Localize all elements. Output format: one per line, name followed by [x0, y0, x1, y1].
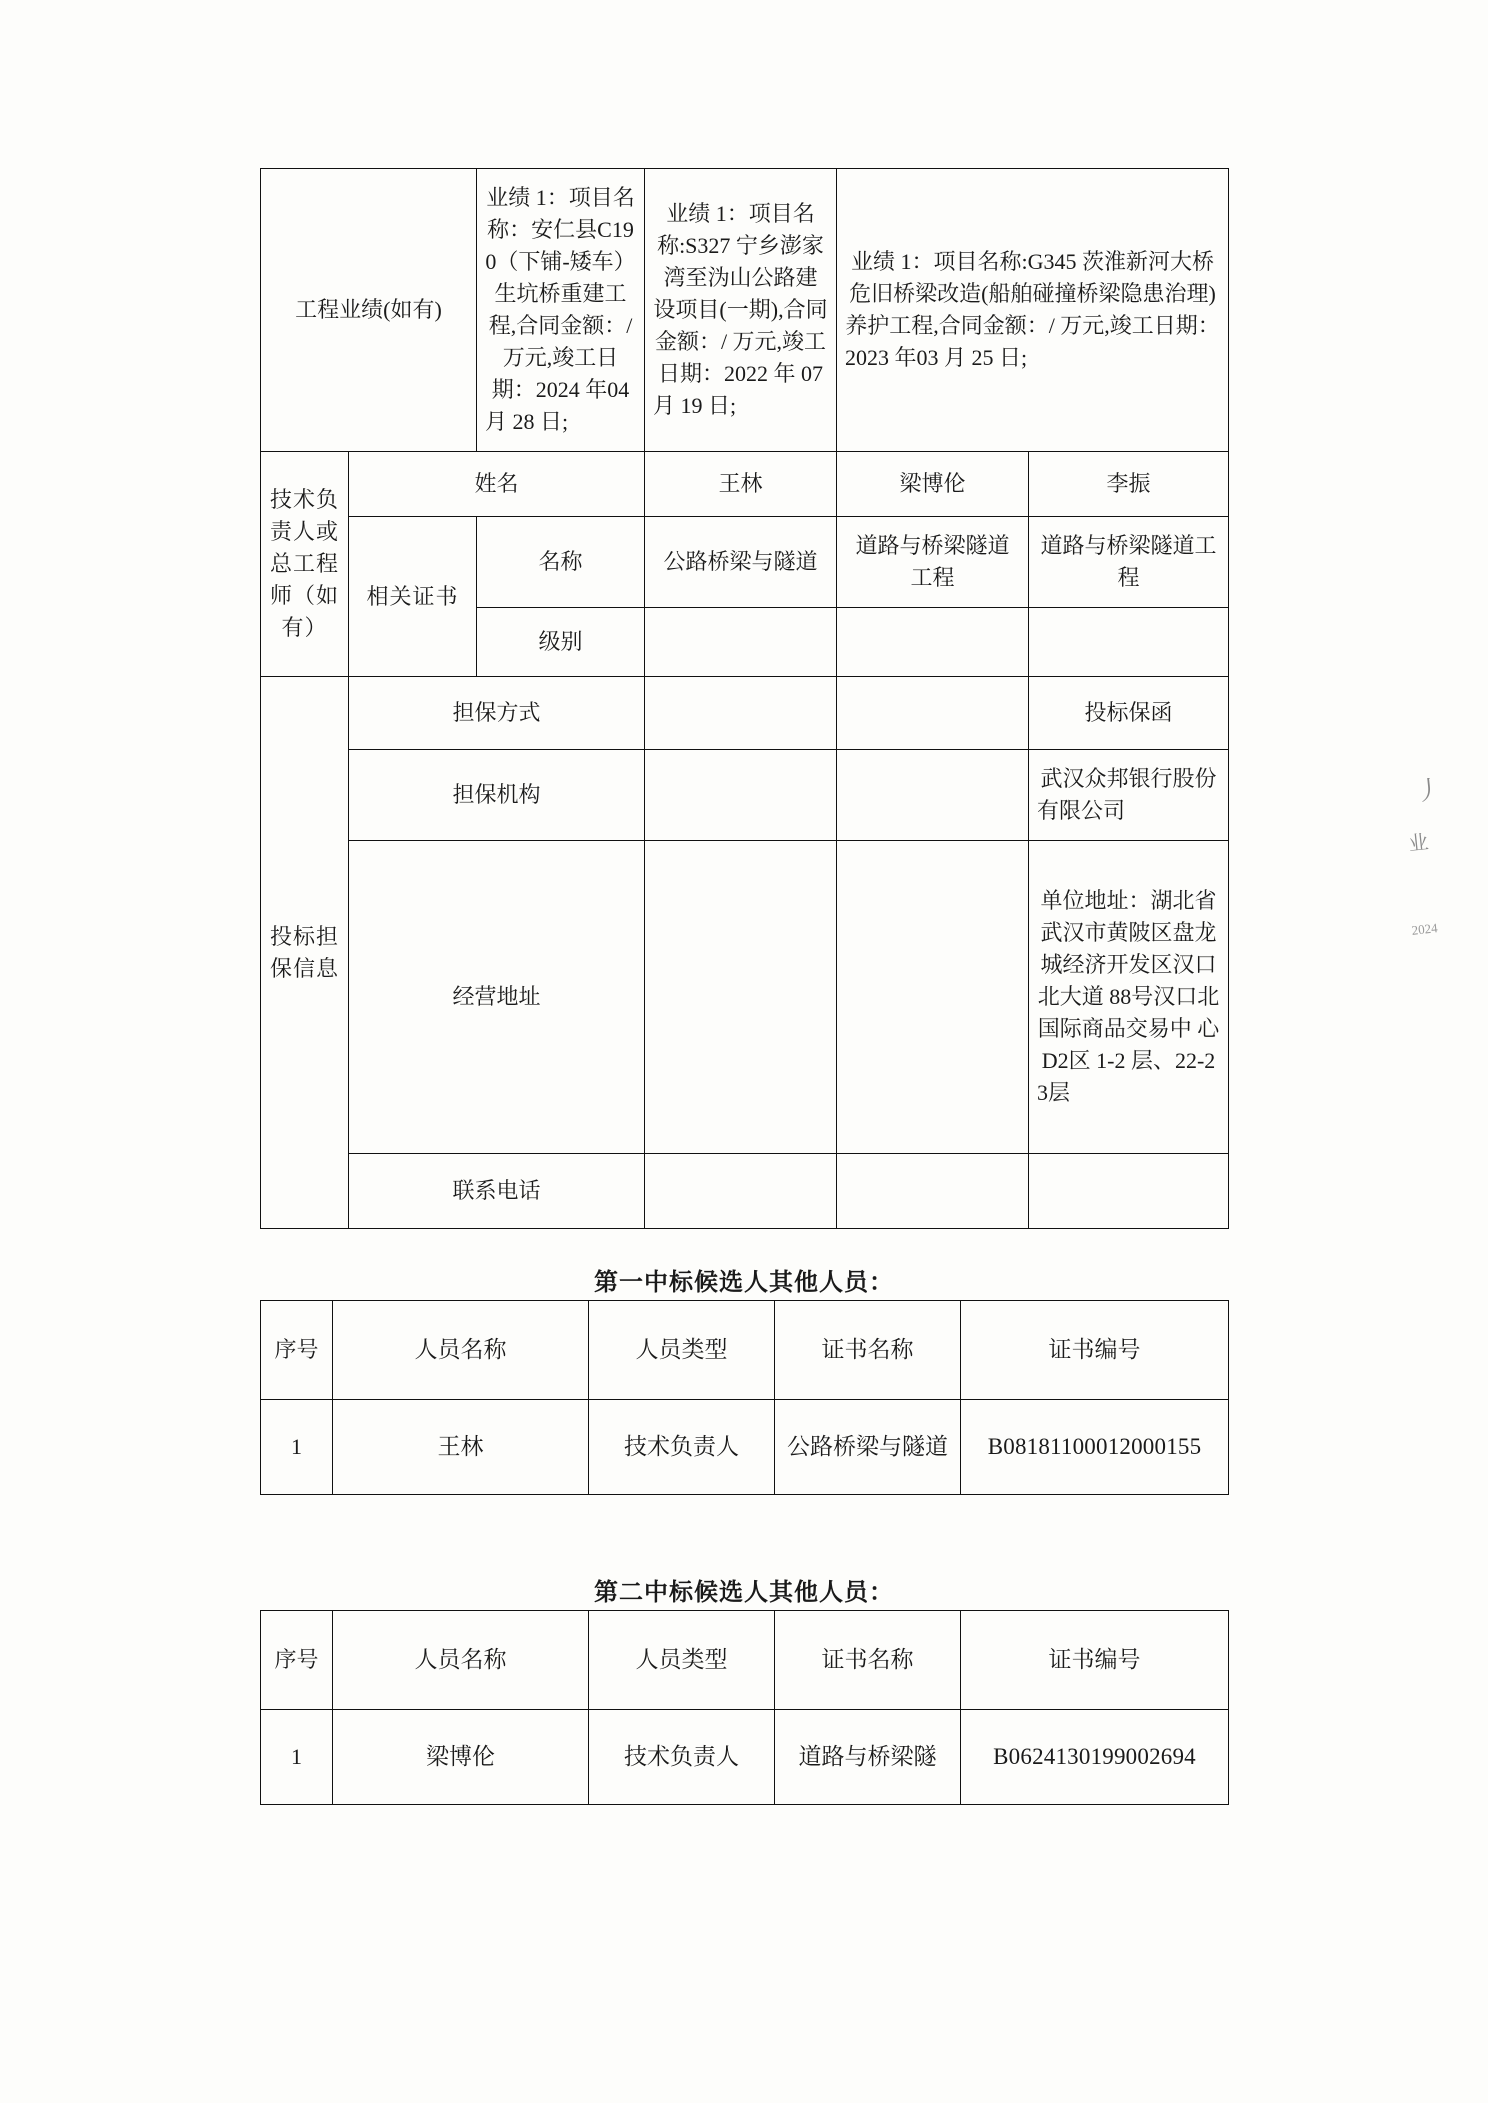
header-person-type: 人员类型 [589, 1611, 775, 1710]
row-cert-name: 道路与桥梁隧 [775, 1710, 961, 1805]
row-person-name: 梁博伦 [333, 1710, 589, 1805]
guarantee-phone-value-1 [645, 1154, 837, 1229]
table-row [261, 677, 1229, 750]
header-cert-name: 证书名称 [775, 1301, 961, 1400]
row-cert-name: 公路桥梁与隧道 [775, 1400, 961, 1495]
name-label: 姓名 [474, 471, 519, 497]
tech-leader-label: 技术负责人或总工程师（如有） [269, 487, 339, 640]
table-row [261, 1400, 1229, 1495]
guarantee-address-value-3: 单位地址：湖北省武汉市黄陂区盘龙城经济开发区汉口北大道 88号汉口北国际商品交易中 心 D2区 1-2 层、22-23层 [1029, 841, 1229, 1154]
cert-label: 相关证书 [366, 583, 459, 609]
table-row [261, 1710, 1229, 1805]
first-candidate-caption: 第一中标候选人其他人员： [594, 1269, 894, 1296]
header-person-name: 人员名称 [333, 1611, 589, 1710]
table-header-row [261, 1301, 1229, 1400]
header-seq: 序号 [261, 1611, 333, 1710]
header-seq: 序号 [261, 1301, 333, 1400]
header-cert-name: 证书名称 [775, 1611, 961, 1710]
cert-level-3 [1029, 608, 1229, 677]
tech-leader-label-cell [261, 452, 349, 677]
second-candidate-personnel-table [260, 1610, 1229, 1805]
row-cert-no: B08181100012000155 [961, 1400, 1229, 1495]
table-row [261, 841, 1229, 1154]
row-person-name: 王林 [333, 1400, 589, 1495]
guarantee-phone-label: 联系电话 [452, 1178, 541, 1204]
row-seq: 1 [261, 1400, 333, 1495]
header-cert-no: 证书编号 [961, 1611, 1229, 1710]
cert-name-3: 道路与桥梁隧道工程 [1029, 517, 1229, 608]
cert-name-2: 道路与桥梁隧道工程 [837, 517, 1029, 608]
guarantee-phone-value-3 [1029, 1154, 1229, 1229]
performance-cell-2 [645, 169, 837, 452]
guarantee-method-value-2 [837, 677, 1029, 750]
guarantee-method-label: 担保方式 [452, 700, 541, 726]
performance-text-3: 业绩 1：项目名称:G345 茨淮新河大桥危旧桥梁改造(船舶碰撞桥梁隐患治理)养护工程,合同金额：/ 万元,竣工日期：2023 年03 月 25 日; [845, 249, 1220, 370]
guarantee-label: 投标担保信息 [269, 923, 339, 981]
guarantee-method-label-cell [349, 677, 645, 750]
row-person-type: 技术负责人 [589, 1710, 775, 1805]
guarantee-institution-value-1 [645, 750, 837, 841]
header-cert-no: 证书编号 [961, 1301, 1229, 1400]
performance-text-2: 业绩 1：项目名称:S327 宁乡澎家湾至沩山公路建设项目(一期),合同金额：/ 万元,竣工日期：2022 年 07月 19 日; [653, 201, 828, 418]
header-person-type: 人员类型 [589, 1301, 775, 1400]
bid-summary-table [260, 168, 1229, 1229]
margin-mark-2: 业 [1407, 831, 1430, 856]
table-header-row [261, 1611, 1229, 1710]
table-row [261, 169, 1229, 452]
cert-level-label: 级别 [538, 629, 583, 655]
table-row [261, 750, 1229, 841]
second-candidate-caption: 第二中标候选人其他人员： [594, 1579, 894, 1606]
margin-mark-1: 丿 [1413, 775, 1443, 807]
tech-leader-name-3: 李振 [1029, 452, 1229, 517]
row-seq: 1 [261, 1710, 333, 1805]
guarantee-institution-value-3: 武汉众邦银行股份有限公司 [1029, 750, 1229, 841]
margin-mark-3: 2024 [1410, 920, 1439, 938]
guarantee-phone-label-cell [349, 1154, 645, 1229]
performance-cell-3 [837, 169, 1229, 452]
table-row [261, 452, 1229, 517]
guarantee-method-value-3: 投标保函 [1029, 677, 1229, 750]
performance-label-cell [261, 169, 477, 452]
tech-leader-name-1: 王林 [645, 452, 837, 517]
guarantee-address-label: 经营地址 [452, 984, 541, 1010]
tech-leader-name-2: 梁博伦 [837, 452, 1029, 517]
cert-label-cell [349, 517, 477, 677]
cert-name-label-cell [477, 517, 645, 608]
first-candidate-personnel-table [260, 1300, 1229, 1495]
cert-level-label-cell [477, 608, 645, 677]
cert-level-2 [837, 608, 1029, 677]
guarantee-institution-value-2 [837, 750, 1029, 841]
cert-name-label: 名称 [538, 549, 583, 575]
row-person-type: 技术负责人 [589, 1400, 775, 1495]
guarantee-method-value-1 [645, 677, 837, 750]
guarantee-label-cell [261, 677, 349, 1229]
guarantee-phone-value-2 [837, 1154, 1029, 1229]
table-row [261, 517, 1229, 608]
cert-name-1: 公路桥梁与隧道 [645, 517, 837, 608]
cert-level-1 [645, 608, 837, 677]
guarantee-address-label-cell [349, 841, 645, 1154]
guarantee-institution-label: 担保机构 [452, 782, 541, 808]
guarantee-address-value-1 [645, 841, 837, 1154]
performance-cell-1 [477, 169, 645, 452]
row-cert-no: B0624130199002694 [961, 1710, 1229, 1805]
guarantee-address-value-2 [837, 841, 1029, 1154]
guarantee-institution-label-cell [349, 750, 645, 841]
performance-text-1: 业绩 1：项目名称：安仁县C190（下铺-矮车）生坑桥重建工程,合同金额：/ 万元,竣工日期：2024 年04 月 28 日; [485, 185, 638, 434]
margin-handwriting [1395, 767, 1477, 982]
name-label-cell [349, 452, 645, 517]
table-row [261, 1154, 1229, 1229]
header-person-name: 人员名称 [333, 1301, 589, 1400]
performance-label: 工程业绩(如有) [295, 297, 442, 323]
